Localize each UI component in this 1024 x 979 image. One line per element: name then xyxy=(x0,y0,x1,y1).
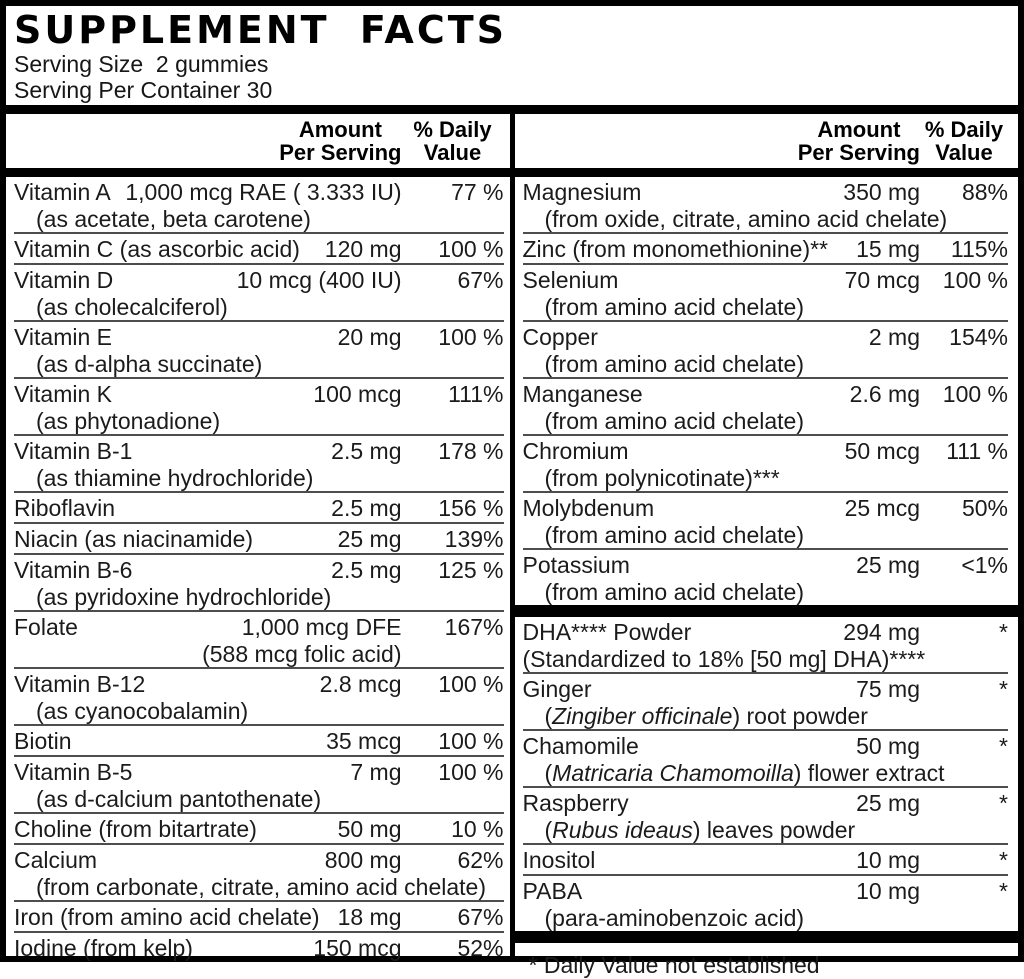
nutrient-name: Copper xyxy=(522,324,598,350)
nutrient-amount: 800 mg xyxy=(324,847,402,873)
source-text: (as pyridoxine hydrochloride) xyxy=(36,584,332,610)
nutrient-daily-value: 67% xyxy=(457,267,504,293)
nutrient-amount: 1,000 mcg RAE ( 3.333 IU) xyxy=(125,179,402,205)
source-text: (as d-calcium pantothenate) xyxy=(36,786,322,812)
right-column-header xyxy=(515,114,1019,168)
source-text: (from amino acid chelate) xyxy=(544,522,804,548)
nutrient-amount: 2.8 mcg xyxy=(319,671,402,697)
nutrient-name: Niacin (as niacinamide) xyxy=(14,526,254,552)
serving-size-text: Serving Size 2 gummies xyxy=(14,51,269,77)
nutrient-amount: 50 mcg xyxy=(844,438,920,464)
daily-value-header xyxy=(402,118,504,164)
nutrient-daily-value: 111 % xyxy=(946,438,1008,464)
nutrient-main-line xyxy=(14,815,402,843)
source-text: (as phytonadione) xyxy=(36,408,221,434)
nutrient-daily-value: 100 % xyxy=(438,671,504,697)
nutrient-source-line xyxy=(14,294,504,320)
nutrient-amount: 2.5 mg xyxy=(331,438,402,464)
dv-header-line1: % Daily xyxy=(413,117,492,142)
nutrient-main-line xyxy=(14,613,402,641)
nutrient-row xyxy=(14,612,504,669)
source-text: (from carbonate, citrate, amino acid chelate) xyxy=(36,874,486,900)
nutrient-name: Inositol xyxy=(522,847,596,873)
source-text: ( xyxy=(544,703,553,729)
nutrient-amount: 150 mcg xyxy=(313,935,402,961)
nutrient-name: Riboflavin xyxy=(14,495,115,521)
column-header-divider-bar xyxy=(6,168,1018,177)
nutrient-amount: 20 mg xyxy=(337,324,402,350)
nutrient-row xyxy=(14,379,504,436)
servings-per-container-text: Serving Per Container 30 xyxy=(14,77,273,103)
nutrient-main-line xyxy=(523,675,921,703)
source-text: (para-aminobenzoic acid) xyxy=(544,905,805,931)
amount-per-serving-header xyxy=(798,118,920,164)
nutrient-amount: 294 mg xyxy=(843,619,920,645)
nutrient-amount: 75 mg xyxy=(856,676,920,702)
nutrient-source-line xyxy=(523,905,1009,931)
source-text: ) root powder xyxy=(732,703,868,729)
nutrient-row xyxy=(14,669,504,726)
dv-header-line2: Value xyxy=(935,140,993,165)
source-text: ) flower extract xyxy=(793,760,945,786)
nutrient-amount: 2 mg xyxy=(868,324,920,350)
left-column-content xyxy=(6,177,510,961)
nutrient-source-line xyxy=(523,408,1009,434)
source-text: (as acetate, beta carotene) xyxy=(36,206,311,232)
nutrient-row xyxy=(523,876,1009,931)
nutrient-daily-value: * xyxy=(999,733,1008,759)
nutrient-name: Magnesium xyxy=(522,179,642,205)
nutrient-row xyxy=(14,757,504,814)
nutrient-main-line xyxy=(523,235,921,263)
nutrient-row xyxy=(523,674,1009,731)
nutrient-source-line xyxy=(523,760,1009,786)
nutrient-name: DHA**** Powder xyxy=(522,619,692,645)
source-text: (from amino acid chelate) xyxy=(544,408,804,434)
botanical-latin-name: Zingiber officinale xyxy=(552,703,733,729)
source-text: ( xyxy=(544,760,553,786)
nutrient-name: Vitamin K xyxy=(14,381,113,407)
nutrient-source-line xyxy=(14,641,402,667)
nutrient-daily-value: * xyxy=(999,790,1008,816)
nutrient-main-line xyxy=(14,670,402,698)
nutrient-main-line xyxy=(14,903,402,931)
nutrient-name: Manganese xyxy=(522,381,643,407)
nutrient-row xyxy=(523,617,1009,674)
nutrient-source-line xyxy=(523,206,1009,232)
nutrient-source-line xyxy=(14,206,504,232)
nutrient-amount: 7 mg xyxy=(350,759,402,785)
nutrient-daily-value: 111% xyxy=(448,381,504,407)
nutrient-row xyxy=(523,493,1009,550)
daily-value-footnote: * Daily Value not established xyxy=(528,952,820,978)
nutrient-daily-value: 125 % xyxy=(438,557,504,583)
nutrient-daily-value: * xyxy=(999,878,1008,904)
nutrient-main-line xyxy=(523,551,921,579)
nutrient-row xyxy=(523,265,1009,322)
nutrient-source-line xyxy=(14,351,504,377)
nutrient-daily-value: * xyxy=(999,847,1008,873)
nutrient-amount: 350 mg xyxy=(843,179,920,205)
nutrient-name: Vitamin B-6 xyxy=(14,557,133,583)
nutrient-row xyxy=(14,493,504,524)
nutrient-daily-value: 139% xyxy=(444,526,504,552)
mineral-rows xyxy=(523,177,1009,605)
label-header xyxy=(6,6,1018,105)
botanical-latin-name: Matricaria Chamomoilla xyxy=(552,760,794,786)
nutrient-name: Vitamin D xyxy=(14,267,114,293)
nutrient-main-line xyxy=(523,789,921,817)
nutrient-daily-value: 10 % xyxy=(451,816,504,842)
nutrient-amount: 10 mcg (400 IU) xyxy=(236,267,402,293)
amount-header-line2: Per Serving xyxy=(797,140,920,165)
nutrient-daily-value: 156 % xyxy=(438,495,504,521)
nutrient-main-line xyxy=(14,266,402,294)
nutrient-main-line xyxy=(523,266,921,294)
source-text: (from amino acid chelate) xyxy=(544,351,804,377)
nutrient-amount: 50 mg xyxy=(337,816,402,842)
nutrient-row xyxy=(523,845,1009,876)
dv-header-line2: Value xyxy=(423,140,482,165)
nutrient-row xyxy=(14,555,504,612)
botanical-latin-name: Rubus ideaus xyxy=(552,817,693,843)
nutrient-main-line xyxy=(14,525,402,553)
nutrient-row xyxy=(14,814,504,845)
nutrient-source-line xyxy=(523,579,1009,605)
nutrient-row xyxy=(523,436,1009,493)
amount-per-serving-header xyxy=(279,118,401,164)
source-text: (from polynicotinate)*** xyxy=(544,465,780,491)
nutrient-row xyxy=(523,379,1009,436)
nutrient-main-line xyxy=(523,618,921,646)
nutrient-main-line xyxy=(523,846,921,874)
nutrient-amount: 2.5 mg xyxy=(331,557,402,583)
nutrient-daily-value: 100 % xyxy=(942,381,1008,407)
source-text: (from oxide, citrate, amino acid chelate) xyxy=(544,206,948,232)
nutrient-source-line xyxy=(14,408,504,434)
nutrient-main-line xyxy=(14,380,402,408)
nutrient-main-line xyxy=(14,494,402,522)
source-text: (as cholecalciferol) xyxy=(36,294,228,320)
nutrient-amount: 120 mg xyxy=(324,236,402,262)
nutrient-amount: 2.6 mg xyxy=(849,381,920,407)
nutrient-amount: 18 mg xyxy=(337,904,402,930)
nutrient-daily-value: 100 % xyxy=(438,759,504,785)
nutrient-source-line xyxy=(523,465,1009,491)
nutrient-name: Ginger xyxy=(522,676,592,702)
nutrient-name: Vitamin B-5 xyxy=(14,759,133,785)
nutrient-row xyxy=(523,322,1009,379)
nutrient-amount: 25 mg xyxy=(856,790,920,816)
nutrient-source-line xyxy=(523,351,1009,377)
nutrient-row xyxy=(14,177,504,234)
nutrient-source-line xyxy=(523,646,1009,672)
nutrient-source-line xyxy=(523,703,1009,729)
nutrient-name: Choline (from bitartrate) xyxy=(14,816,257,842)
nutrient-name: Iron (from amino acid chelate) xyxy=(14,904,320,930)
nutrient-daily-value: 100 % xyxy=(438,324,504,350)
vitamin-rows xyxy=(14,177,504,962)
nutrient-amount: 1,000 mcg DFE xyxy=(241,614,402,640)
nutrient-daily-value: 67% xyxy=(457,904,504,930)
nutrient-daily-value: 62% xyxy=(457,847,504,873)
nutrient-name: Iodine (from kelp) xyxy=(14,935,193,961)
nutrient-main-line xyxy=(523,323,921,351)
nutrient-main-line xyxy=(14,934,402,962)
nutrient-main-line xyxy=(523,877,921,905)
nutrient-row xyxy=(14,322,504,379)
nutrient-daily-value: 154% xyxy=(949,324,1008,350)
nutrient-amount: 10 mg xyxy=(856,847,920,873)
dv-header-line1: % Daily xyxy=(924,117,1004,142)
nutrient-main-line xyxy=(523,178,921,206)
nutrient-source-line xyxy=(14,698,504,724)
nutrient-name: Molybdenum xyxy=(522,495,655,521)
amount-header-line1: Amount xyxy=(298,117,382,142)
botanical-rows xyxy=(523,617,1009,931)
nutrient-source-line xyxy=(523,817,1009,843)
nutrient-row xyxy=(523,788,1009,845)
nutrient-name: Potassium xyxy=(522,552,630,578)
nutrient-source-line xyxy=(523,294,1009,320)
nutrient-name: Folate xyxy=(14,614,78,640)
nutrient-amount: 25 mcg xyxy=(844,495,920,521)
nutrient-amount: 35 mcg xyxy=(326,728,402,754)
source-text: (as cyanocobalamin) xyxy=(36,698,249,724)
nutrient-amount: 15 mg xyxy=(856,236,920,262)
nutrient-row xyxy=(14,234,504,265)
nutrient-amount: 100 mcg xyxy=(313,381,402,407)
nutrient-row xyxy=(14,265,504,322)
nutrient-row xyxy=(523,731,1009,788)
facts-body xyxy=(6,114,1018,978)
nutrient-main-line xyxy=(14,727,402,755)
nutrient-source-line xyxy=(14,874,504,900)
nutrient-daily-value: 88% xyxy=(961,179,1008,205)
nutrient-daily-value: 178 % xyxy=(438,438,504,464)
page-title: SUPPLEMENT FACTS xyxy=(14,8,508,52)
nutrient-daily-value: 100 % xyxy=(438,236,504,262)
nutrient-row xyxy=(14,933,504,962)
nutrient-main-line xyxy=(14,235,402,263)
nutrient-name: Biotin xyxy=(14,728,72,754)
amount-header-line1: Amount xyxy=(817,117,901,142)
nutrient-name: Vitamin E xyxy=(14,324,113,350)
nutrient-name: Vitamin C (as ascorbic acid) xyxy=(14,236,300,262)
nutrient-row xyxy=(523,234,1009,265)
nutrient-main-line xyxy=(14,846,402,874)
source-text: (as d-alpha succinate) xyxy=(36,351,263,377)
nutrient-row xyxy=(523,550,1009,605)
nutrient-name: Vitamin B-1 xyxy=(14,438,133,464)
nutrient-main-line xyxy=(14,556,402,584)
nutrient-daily-value: 100 % xyxy=(438,728,504,754)
nutrient-main-line xyxy=(14,758,402,786)
source-text: (Standardized to 18% [50 mg] DHA)**** xyxy=(522,646,926,672)
nutrient-name: Vitamin A xyxy=(14,179,111,205)
nutrient-row xyxy=(14,436,504,493)
nutrient-daily-value: * xyxy=(999,619,1008,645)
footnote-divider-bar xyxy=(515,931,1019,943)
nutrient-source-line xyxy=(523,522,1009,548)
nutrient-main-line xyxy=(523,437,921,465)
nutrient-daily-value: 77 % xyxy=(451,179,504,205)
nutrient-source-line xyxy=(14,465,504,491)
nutrient-amount: 70 mcg xyxy=(844,267,920,293)
nutrient-amount: 25 mg xyxy=(856,552,920,578)
nutrient-daily-value: 52% xyxy=(457,935,504,961)
nutrient-name: Chromium xyxy=(522,438,629,464)
nutrient-daily-value: 50% xyxy=(961,495,1008,521)
nutrient-amount: 2.5 mg xyxy=(331,495,402,521)
nutrient-row xyxy=(14,902,504,933)
header-divider-bar xyxy=(6,105,1018,114)
nutrient-daily-value: 167% xyxy=(444,614,504,640)
nutrient-main-line xyxy=(14,323,402,351)
nutrient-name: Calcium xyxy=(14,847,98,873)
nutrient-amount: 25 mg xyxy=(337,526,402,552)
nutrient-daily-value: * xyxy=(999,676,1008,702)
nutrient-daily-value: 115% xyxy=(950,236,1008,262)
nutrient-source-line xyxy=(14,584,504,610)
nutrient-main-line xyxy=(523,494,921,522)
nutrient-main-line xyxy=(523,380,921,408)
nutrient-row xyxy=(14,524,504,555)
nutrient-row xyxy=(14,845,504,902)
right-column-content xyxy=(515,177,1019,978)
nutrient-source-line xyxy=(14,786,504,812)
nutrient-main-line xyxy=(14,437,402,465)
nutrient-name: Chamomile xyxy=(522,733,639,759)
daily-value-header xyxy=(920,118,1008,164)
source-text: (as thiamine hydrochloride) xyxy=(36,465,314,491)
source-text: (from amino acid chelate) xyxy=(544,294,804,320)
amount-header-line2: Per Serving xyxy=(279,140,402,165)
source-text: (588 mcg folic acid) xyxy=(202,641,402,667)
nutrient-daily-value: 100 % xyxy=(942,267,1008,293)
left-column-header xyxy=(6,114,510,168)
nutrient-name: Selenium xyxy=(522,267,619,293)
nutrient-name: Vitamin B-12 xyxy=(14,671,146,697)
nutrient-name: Raspberry xyxy=(522,790,629,816)
nutrient-amount: 10 mg xyxy=(856,878,920,904)
nutrient-name: Zinc (from monomethionine)** xyxy=(522,236,829,262)
nutrient-row xyxy=(523,177,1009,234)
source-text: ) leaves powder xyxy=(692,817,856,843)
nutrient-main-line xyxy=(523,732,921,760)
minerals-botanicals-divider-bar xyxy=(515,605,1019,617)
source-text: (from amino acid chelate) xyxy=(544,579,804,605)
nutrient-row xyxy=(14,726,504,757)
nutrient-main-line xyxy=(14,178,402,206)
nutrient-name: PABA xyxy=(522,878,583,904)
nutrient-amount: 50 mg xyxy=(856,733,920,759)
source-text: ( xyxy=(544,817,553,843)
nutrient-daily-value: <1% xyxy=(961,552,1008,578)
